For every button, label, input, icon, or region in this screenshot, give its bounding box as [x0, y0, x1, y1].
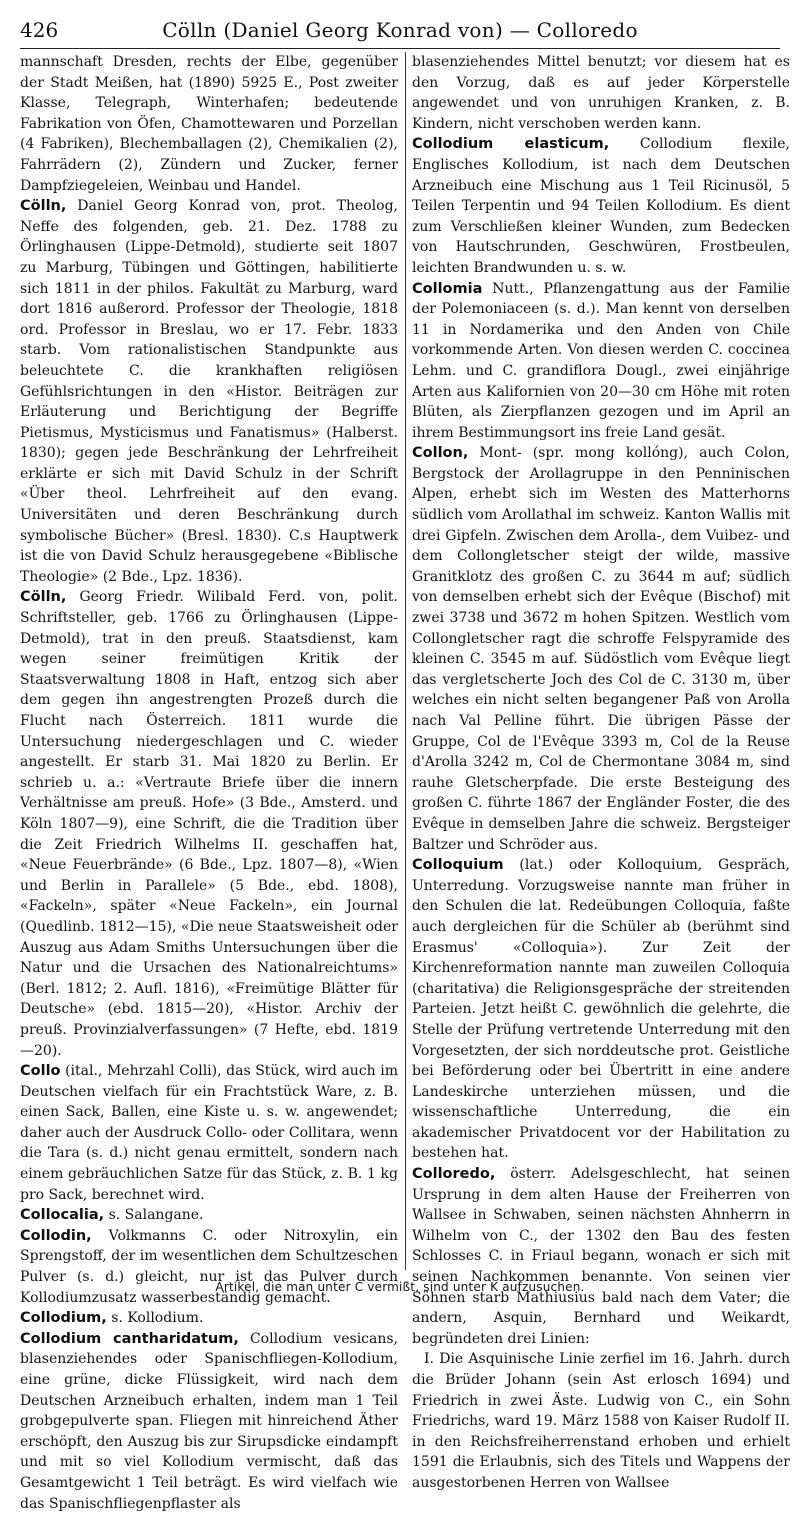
entry-text: Mont- (spr. mong kollóng), auch Colon, Bergstock der Arollagruppe in den Penninischen Alpen, erhebt sich im Westen des Matterhorns südlich vom Arollathal im schweiz. Kanton Wallis mit drei Gipfeln. Zwischen dem Arolla-, dem Vuibez- und dem Collongletscher steigt der wilde, massive Granitklotz des großen C. zu 3644 m auf; südlich von demselben erhebt sich der Evêque (Bischof) mit zwei 3738 und 3672 m hohen Spitzen. Westlich vom Collongletscher ragt die schroffe Felspyramide des kleinen C. 3545 m auf. Südöstlich vom Evêque liegt das vergletscherte Joch des Col de C. 3130 m, über welches ein nicht selten begangener Paß von Arolla nach Val Pelline führt. Die übrigen Pässe der Gruppe, Col de l'Evêque 3393 m, Col de la Reuse d'Arolla 3242 m, Col de Chermontane 3084 m, sind rauhe Gletscherpfade. Die erste Besteigung des großen C. führte 1867 der Engländer Foster, die des Evêque in demselben Jahre die schweiz. Bergsteiger Baltzer und Schröder aus.	[412, 445, 790, 853]
entry-headword: Colloredo,	[412, 1166, 496, 1183]
entry-headword: Collocalia,	[20, 1207, 105, 1224]
dictionary-entry	[412, 1164, 790, 1349]
page-header	[20, 8, 780, 49]
entry-text: mannschaft Dresden, rechts der Elbe, gegenüber der Stadt Meißen, hat (1890) 5925 E., Post zweiter Klasse, Telegraph, Winterhafen; bedeutende Fabrikation von Öfen, Chamottewaren und Porzellan (4 Fabriken), Blechemballagen (2), Chemikalien (2), Fahrrädern (2), Zündern und Zucker, ferner Dampfziegeleien, Weinbau und Handel.	[20, 54, 398, 194]
entry-headword: Collodium elasticum,	[412, 136, 610, 153]
entry-headword: Collodium,	[20, 1310, 107, 1327]
dictionary-entry	[20, 1329, 398, 1514]
entry-headword: Cölln,	[20, 198, 67, 215]
left-column	[20, 52, 399, 1512]
dictionary-entry	[412, 1349, 790, 1493]
entry-text: Collodium vesicans, blasenziehendes oder Spanischfliegen-Kollodium, eine grüne, dicke Flüssigkeit, wird nach dem Deutschen Arzneibuch erhalten, indem man 1 Teil grobgepulverte span. Fliegen mit hinreichend Äther erschöpft, den Auszug bis zur Sirupsdicke eindampft und mit so viel Kollodium vermischt, daß das Gesamtgewicht 1 Teil beträgt. Es wird vielfach wie das Spanischfliegenpflaster als	[20, 1330, 399, 1512]
dictionary-entry	[20, 196, 398, 587]
entry-text: (ital., Mehrzahl Colli), das Stück, wird auch im Deutschen vielfach für ein Frachtstück Ware, z. B. einen Sack, Ballen, eine Kiste u. s. w. angewendet; daher auch der Ausdruck Collo- oder Collitara, wenn die Tara (s. d.) nicht genau ermittelt, sondern nach einem gebräuchlichen Satze für das Stück, z. B. 1 kg pro Sack, berechnet wird.	[20, 1063, 399, 1203]
entry-text: österr. Adelsgeschlecht, hat seinen Ursprung in dem alten Hause der Freiherren von Wallsee in Schwaben, seinen nächsten Ahnherrn in Wilhelm von C., der 1302 den Bau des festen Schlosses C. in Friaul begann, wonach er sich mit seinen Nachkommen benannte. Von seinen vier Söhnen starb Mathiusius bald nach dem Vater; die andern, Asquin, Bernhard und Weikardt, begründeten drei Linien:	[412, 1166, 791, 1347]
dictionary-entry	[20, 1308, 398, 1329]
entry-text: Nutt., Pflanzengattung aus der Familie der Polemoniaceen (s. d.). Man kennt von derselben 11 in Nordamerika und den Anden von Chile vorkommende Arten. Von diesen werden C. coccinea Lehm. und C. grandiflora Dougl., zwei einjährige Arten aus Kalifornien von 20—30 cm Höhe mit roten Blüten, als Zierpflanzen gezogen und im April an ihrem Bestimmungsort ins freie Land gesät.	[412, 280, 790, 441]
dictionary-entry	[20, 52, 398, 196]
entry-headword: Collodin,	[20, 1227, 92, 1244]
entry-headword: Collomia	[412, 280, 483, 297]
entry-headword: Collo	[20, 1063, 61, 1080]
entry-headword: Colloquium	[412, 857, 504, 874]
dictionary-entry	[20, 1061, 398, 1205]
entry-text: (lat.) oder Kolloquium, Gespräch, Unterredung. Vorzugsweise nannte man früher in den Schulen die lat. Redeübungen Colloquia, faßte auch dergleichen für die Schüler ab (berühmt sind Erasmus' «Colloquia»). Zur Zeit der Kirchenreformation nannte man zuweilen Colloquia (charitativa) die Religionsgespräche der streitenden Parteien. Jetzt heißt C. gewöhnlich die gelehrte, die Stelle der Prüfung vertretende Unterredung mit den Vorgesetzten, der sich norddeutsche prot. Geistliche bei Beförderung oder bei Übertritt in eine andere Landeskirche unterziehen müssen, und die wissenschaftliche Unterredung, die ein akademischer Privatdocent vor der Habilitation zu bestehen hat.	[412, 857, 791, 1162]
entry-text: Volkmanns C. oder Nitroxylin, ein Sprengstoff, der im wesentlichen dem Schultzeschen Pulver (s. d.) gleicht, nur ist das Pulver durch Kollodiumzusatz wasserbeständig gemacht.	[20, 1227, 398, 1306]
dictionary-entry	[20, 587, 398, 1061]
dictionary-entry	[412, 52, 790, 134]
entry-text: Georg Friedr. Wilibald Ferd. von, polit. Schriftsteller, geb. 1766 zu Örlinghausen (Lippe-Detmold), trat in den preuß. Staatsdienst, kam wegen seiner freimütigen Kritik der Staatsverwaltung 1808 in Haft, entzog sich aber dem gegen ihn angestrengten Prozeß durch die Flucht nach Österreich. 1811 wurde die Untersuchung niedergeschlagen und C. wieder angestellt. Er starb 31. Mai 1820 zu Berlin. Er schrieb u. a.: «Vertraute Briefe über die innern Verhältnisse am preuß. Hofe» (3 Bde., Amsterd. und Köln 1807—9), eine Schrift, die die Tradition über die Zeit Friedrich Wilhelms II. geschaffen hat, «Neue Feuerbrände» (6 Bde., Lpz. 1807—8), «Wien und Berlin in Parallele» (5 Bde., ebd. 1808), «Fackeln», später «Neue Fackeln», ein Journal (Quedlinb. 1812—15), «Die neue Staatsweisheit oder Auszug aus Adam Smiths Untersuchungen über die Natur und die Ursachen des Nationalreichtums» (Berl. 1812; 2. Aufl. 1816), «Freimütige Blätter für Deutsche» (ebd. 1815—20), «Histor. Archiv der preuß. Provinzialverfassungen» (7 Hefte, ebd. 1819—20).	[20, 589, 398, 1059]
dictionary-entry	[20, 1226, 398, 1308]
entry-headword: Collodium cantharidatum,	[20, 1330, 239, 1347]
column-divider	[405, 52, 406, 1270]
entry-headword: Collon,	[412, 445, 469, 462]
dictionary-entry	[412, 279, 790, 444]
entry-text: I. Die Asquinische Linie zerfiel im 16. Jahrh. durch die Brüder Johann (sein Ast erlosch 1694) und Friedrich in zwei Äste. Ludwig von C., ein Sohn Friedrichs, ward 19. März 1588 von Kaiser Rudolf II. in den Reichsfreiherrenstand erhoben und erhielt 1591 die Erlaubnis, sich des Titels und Wappens der ausgestorbenen Herren von Wallsee	[412, 1351, 790, 1491]
dictionary-entry	[412, 855, 790, 1164]
dictionary-entry	[20, 1205, 398, 1226]
entry-headword: Cölln,	[20, 589, 67, 606]
entry-text: Collodium flexile, Englisches Kollodium, ist nach dem Deutschen Arzneibuch eine Mischung aus 1 Teil Ricinusöl, 5 Teilen Terpentin und 94 Teilen Kollodium. Es dient zum Verschließen kleiner Wunden, zum Bedecken von Hautschrunden, Geschwüren, Frostbeulen, leichten Brandwunden u. s. w.	[412, 136, 790, 276]
page-number: 426	[20, 18, 59, 42]
entry-text: s. Salangane.	[108, 1207, 204, 1224]
dictionary-entry	[412, 134, 790, 278]
entry-text: blasenziehendes Mittel benutzt; vor diesem hat es den Vorzug, daß es auf jeder Körperstelle angewendet und von unruhigen Kranken, z. B. Kindern, nicht verschoben werden kann.	[412, 54, 790, 132]
running-title: Cölln (Daniel Georg Konrad von) — Colloredo	[162, 18, 638, 42]
page-footer-note: Artikel, die man unter C vermißt, sind unter K aufzusuchen.	[215, 1280, 585, 1294]
entry-text: s. Kollodium.	[111, 1310, 204, 1327]
entry-text: Daniel Georg Konrad von, prot. Theolog, Neffe des folgenden, geb. 21. Dez. 1788 zu Örlinghausen (Lippe-Detmold), studierte seit 1807 zu Marburg, Tübingen und Göttingen, habilitierte sich 1811 in der philos. Fakultät zu Marburg, ward dort 1816 außerord. Professor der Theologie, 1818 ord. Professor in Breslau, wo er 17. Febr. 1833 starb. Vom rationalistischen Standpunkte aus beleuchtete C. die krankhaften religiösen Gefühlsrichtungen in den «Histor. Beiträgen zur Erläuterung und Berichtigung der Begriffe Pietismus, Mysticismus und Fanatismus» (Halberst. 1830); gegen jede Beschränkung der Lehrfreiheit erklärte er sich mit David Schulz in der Schrift «Über theol. Lehrfreiheit auf den evang. Universitäten und deren Beschränkung durch symbolische Bücher» (Bresl. 1830). C.s Hauptwerk ist die von David Schulz herausgegebene «Biblische Theologie» (2 Bde., Lpz. 1836).	[20, 198, 399, 585]
right-column	[412, 52, 791, 1491]
dictionary-entry	[412, 443, 790, 855]
